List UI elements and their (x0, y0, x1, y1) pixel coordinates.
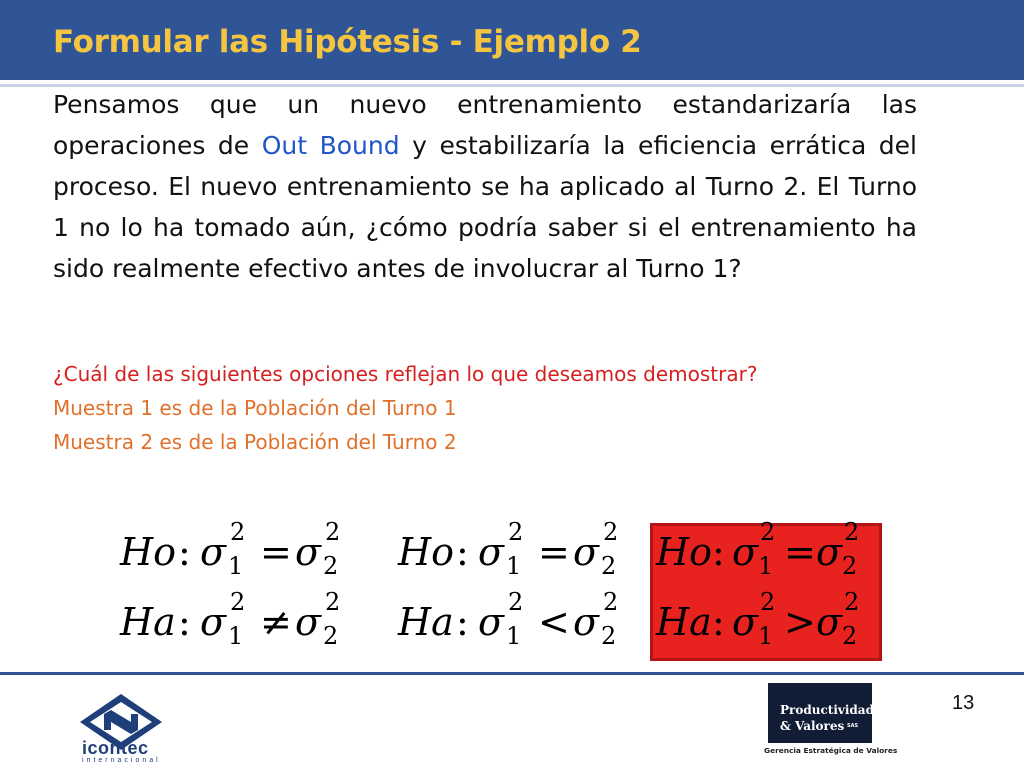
sigma-symbol: σ (295, 600, 321, 644)
operator: = (784, 530, 816, 574)
superscript: 2 (844, 518, 860, 546)
hypothesis-var: Ha (656, 600, 712, 644)
sigma-symbol: σ (478, 600, 504, 644)
superscript: 2 (760, 518, 776, 546)
operator: > (784, 600, 816, 644)
operator: = (538, 530, 570, 574)
hypothesis-var: Ho (398, 530, 455, 574)
subscript: 1 (758, 622, 774, 650)
sigma-symbol: σ (200, 530, 226, 574)
pv-logo-line1: Productividad (780, 703, 874, 717)
sample-2-text: Muestra 2 es de la Población del Turno 2 (53, 430, 457, 454)
icontec-subtitle: internacional (82, 757, 161, 764)
superscript: 2 (508, 588, 524, 616)
subscript: 2 (323, 552, 339, 580)
colon: : (456, 600, 469, 644)
colon: : (178, 530, 191, 574)
colon: : (178, 600, 191, 644)
slide-title: Formular las Hipótesis - Ejemplo 2 (53, 24, 642, 60)
sigma-symbol: σ (573, 600, 599, 644)
colon: : (456, 530, 469, 574)
sigma-symbol: σ (732, 530, 758, 574)
subscript: 2 (601, 552, 617, 580)
hypothesis-var: Ha (398, 600, 454, 644)
problem-paragraph (53, 84, 917, 289)
superscript: 2 (603, 518, 619, 546)
superscript: 2 (844, 588, 860, 616)
colon: : (712, 530, 725, 574)
subscript: 2 (842, 552, 858, 580)
sigma-symbol: σ (200, 600, 226, 644)
subscript: 1 (758, 552, 774, 580)
icontec-name: icontec (82, 738, 149, 758)
operator: < (538, 600, 570, 644)
superscript: 2 (325, 518, 341, 546)
superscript: 2 (508, 518, 524, 546)
sigma-symbol: σ (732, 600, 758, 644)
pv-logo-line2: & Valores (780, 719, 845, 733)
subscript: 1 (506, 552, 522, 580)
sigma-symbol: σ (816, 530, 842, 574)
question-text: ¿Cuál de las siguientes opciones reflejan lo que deseamos demostrar? (53, 362, 758, 386)
sigma-symbol: σ (478, 530, 504, 574)
operator: = (260, 530, 292, 574)
page-number: 13 (952, 692, 975, 714)
sigma-symbol: σ (573, 530, 599, 574)
paragraph-text-end: y estabilizaría la eficiencia errática del proceso. El nuevo entrenamiento se ha aplicado al Turno 2. El Turno 1 no lo ha tomado aún, ¿cómo podría saber si el entrenamiento ha sido realmente efectivo antes de involucrar al Turno 1? (53, 131, 917, 283)
superscript: 2 (325, 588, 341, 616)
paragraph-highlight: Out Bound (261, 131, 400, 160)
hypothesis-var: Ha (120, 600, 176, 644)
hypothesis-var: Ho (656, 530, 713, 574)
operator: ≠ (260, 600, 292, 644)
footer-divider (0, 672, 1024, 675)
subscript: 2 (323, 622, 339, 650)
superscript: 2 (603, 588, 619, 616)
paragraph-text-start: Pensamos que un nuevo entrenamiento estandarizaría las operaciones de (53, 90, 917, 160)
superscript: 2 (230, 588, 246, 616)
sigma-symbol: σ (816, 600, 842, 644)
subscript: 2 (842, 622, 858, 650)
colon: : (712, 600, 725, 644)
subscript: 2 (601, 622, 617, 650)
pv-logo-sas: SAS (847, 723, 859, 729)
sample-1-text: Muestra 1 es de la Población del Turno 1 (53, 396, 457, 420)
hypothesis-var: Ho (120, 530, 177, 574)
sigma-symbol: σ (295, 530, 321, 574)
pv-logo-caption: Gerencia Estratégica de Valores (764, 746, 898, 755)
subscript: 1 (506, 622, 522, 650)
subscript: 1 (228, 622, 244, 650)
superscript: 2 (230, 518, 246, 546)
subscript: 1 (228, 552, 244, 580)
superscript: 2 (760, 588, 776, 616)
